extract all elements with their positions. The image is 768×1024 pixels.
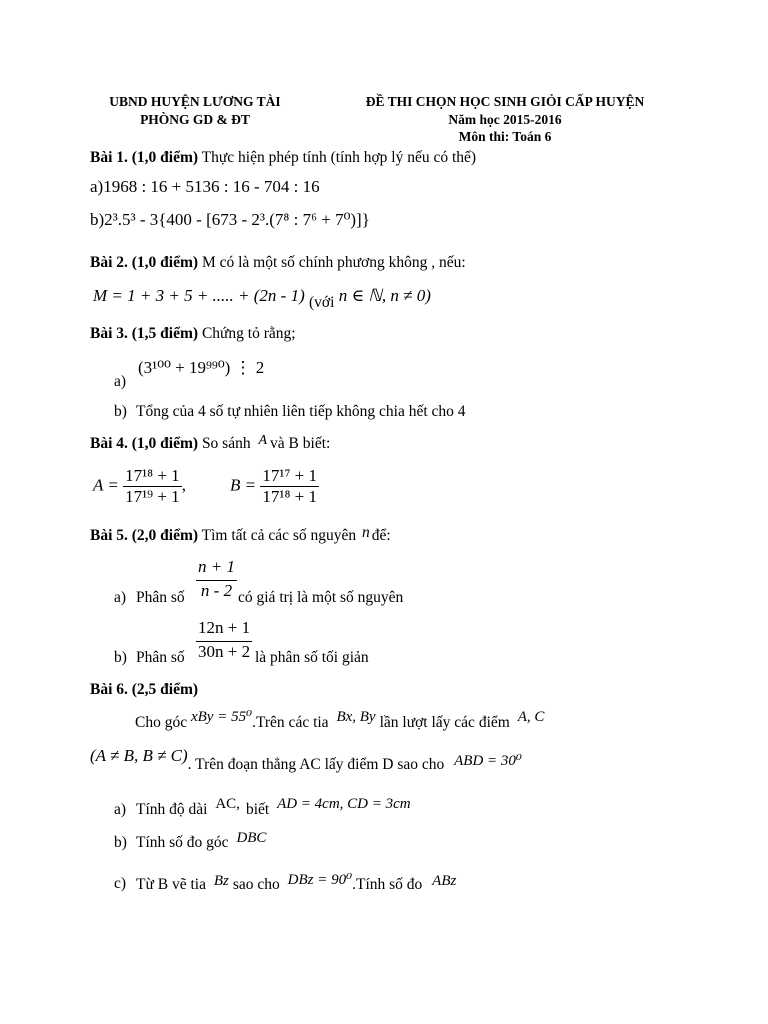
bai6-c-mid: sao cho	[232, 876, 280, 893]
bai6-a-label: a)	[114, 801, 127, 818]
bai6-line1	[135, 709, 545, 732]
bai4-A-denominator: 17¹⁹ + 1	[125, 487, 180, 506]
bai4-B-numerator: 17¹⁷ + 1	[262, 466, 317, 485]
bai6-angle-xBy: xBy = 55⁰	[190, 709, 253, 725]
header-right-line1: ĐỀ THI CHỌN HỌC SINH GIỎI CẤP HUYỆN	[365, 94, 645, 109]
bai5-b-label: b)	[114, 649, 127, 666]
bai4-A-label: A =	[93, 475, 119, 495]
header-right-line3: Môn thi: Toán 6	[458, 129, 552, 144]
bai5-b-fraction	[196, 618, 252, 662]
bai5-var: n	[362, 524, 370, 541]
bai6-angle-ABD: ABD = 30⁰	[454, 753, 522, 769]
bai5-a-label: a)	[114, 589, 127, 606]
bai4-A-fraction	[123, 466, 182, 507]
bai3-heading	[90, 325, 296, 343]
bai5-b-pre: Phân số	[136, 649, 185, 666]
bai2-cond: n ∈ ℕ, n ≠ 0)	[338, 286, 431, 305]
bai2-expression	[93, 286, 431, 311]
bai5-a-pre: Phân số	[136, 589, 185, 606]
bai4-B-definition	[230, 466, 319, 507]
bai6-c-pre: Từ B vẽ tia	[136, 876, 206, 893]
bai1-title: Bài 1. (1,0 điểm)	[90, 149, 199, 166]
bai6-a-mid: biết	[245, 801, 270, 818]
bai4-A-definition: A = $\frac{\text{17¹⁸ + 1}}{\text{17¹⁹ + 1}}$ ,	[93, 466, 186, 506]
bai5-title: Bài 5. (2,0 điểm)	[90, 527, 199, 544]
bai1-part-b	[90, 210, 370, 230]
bai6-l1-pre: Cho góc	[135, 714, 188, 731]
bai4-B-denominator: 17¹⁸ + 1	[262, 487, 317, 506]
bai6-points: A, C	[517, 709, 545, 725]
bai6-part-c	[136, 872, 457, 894]
bai5-b-post: là phân số tối giản	[255, 649, 369, 666]
bai6-line2	[90, 746, 522, 774]
bai6-c-mid2: .Tính số đo	[352, 876, 423, 893]
bai6-l1-mid2: lần lượt lấy các điểm	[379, 714, 510, 731]
bai2-expr: M = 1 + 3 + 5 + ..... + (2n - 1)	[93, 286, 305, 305]
header-left-line2: PHÒNG GD & ĐT	[140, 112, 250, 127]
bai5-a-denominator: n - 2	[200, 581, 233, 600]
bai4-var: A	[258, 433, 268, 448]
bai6-a-pre: Tính độ dài	[136, 801, 208, 818]
bai1-heading	[90, 149, 476, 167]
bai5-text-post: để:	[371, 527, 391, 544]
bai5-a-post: có giá trị là một số nguyên	[238, 589, 404, 606]
bai6-c-angle: DBz = 90⁰	[287, 872, 353, 888]
bai5-b-numerator: 12n + 1	[196, 618, 252, 642]
header-left-line1: UBND HUYỆN LƯƠNG TÀI	[109, 94, 281, 109]
bai6-l1-mid: .Trên các tia	[252, 714, 329, 731]
header-right-line2: Năm học 2015-2016	[448, 112, 562, 127]
bai6-b-pre: Tính số đo góc	[136, 834, 229, 851]
bai6-b-label: b)	[114, 834, 127, 851]
bai3-b-label: b)	[114, 403, 127, 420]
bai3-text: Chứng tỏ rằng;	[198, 325, 296, 342]
bai4-text-post: và B biết:	[270, 435, 331, 452]
bai6-condition: (A ≠ B, B ≠ C)	[90, 746, 188, 765]
bai3-title: Bài 3. (1,5 điểm)	[90, 325, 199, 342]
bai6-c-label: c)	[114, 875, 127, 892]
bai6-title: Bài 6. (2,5 điểm)	[90, 681, 199, 698]
bai2-text: M có là một số chính phương không , nếu:	[198, 254, 466, 271]
bai3-b-text: Tổng của 4 số tự nhiên liên tiếp không chia hết cho 4	[136, 403, 466, 420]
bai1-a-expr: a)1968 : 16 + 5136 : 16 - 704 : 16	[90, 177, 320, 196]
bai1-part-a	[90, 177, 320, 197]
bai6-part-b	[136, 830, 267, 852]
bai6-c-ray: Bz	[213, 873, 229, 889]
bai4-B-fraction	[260, 466, 319, 507]
bai1-text: Thực hiện phép tính (tính hợp lý nếu có thể)	[198, 149, 477, 166]
bai6-c-target: ABz	[432, 873, 457, 889]
bai5-b-denominator: 30n + 2	[198, 642, 251, 661]
bai5-a-frac	[196, 557, 237, 601]
bai4-heading	[90, 435, 330, 453]
bai2-cond-pre: (với	[309, 294, 335, 311]
bai6-rays: Bx, By	[336, 709, 376, 725]
bai5-heading	[90, 524, 391, 545]
bai4-title: Bài 4. (1,0 điểm)	[90, 435, 199, 452]
bai2-heading	[90, 254, 466, 272]
bai2-title: Bài 2. (1,0 điểm)	[90, 254, 199, 271]
bai5-a-numerator: n + 1	[196, 557, 237, 581]
bai4-A-numerator: 17¹⁸ + 1	[125, 466, 180, 485]
bai5-b-frac	[196, 618, 252, 662]
bai6-a-expr: AD = 4cm, CD = 3cm	[277, 796, 411, 812]
bai6-part-a	[136, 796, 411, 819]
bai6-a-seg: AC,	[215, 796, 240, 812]
bai4-text-pre: So sánh	[198, 435, 255, 452]
bai6-b-angle: DBC	[236, 830, 267, 846]
bai5-a-fraction	[196, 557, 237, 601]
bai3-a-label: a)	[114, 373, 127, 390]
bai1-b-expr: b)2³.5³ - 3{400 - [673 - 2³.(7⁸ : 7⁶ + 7⁰)]}	[90, 210, 370, 229]
bai6-l2-text: . Trên đoạn thẳng AC lấy điểm D sao cho	[187, 756, 445, 773]
bai4-B-label: B =	[230, 475, 257, 495]
bai3-a-expr: (3¹⁰⁰ + 19⁹⁹⁰) ⋮ 2	[138, 358, 265, 377]
bai5-text: Tìm tất cả các số nguyên	[198, 527, 361, 544]
